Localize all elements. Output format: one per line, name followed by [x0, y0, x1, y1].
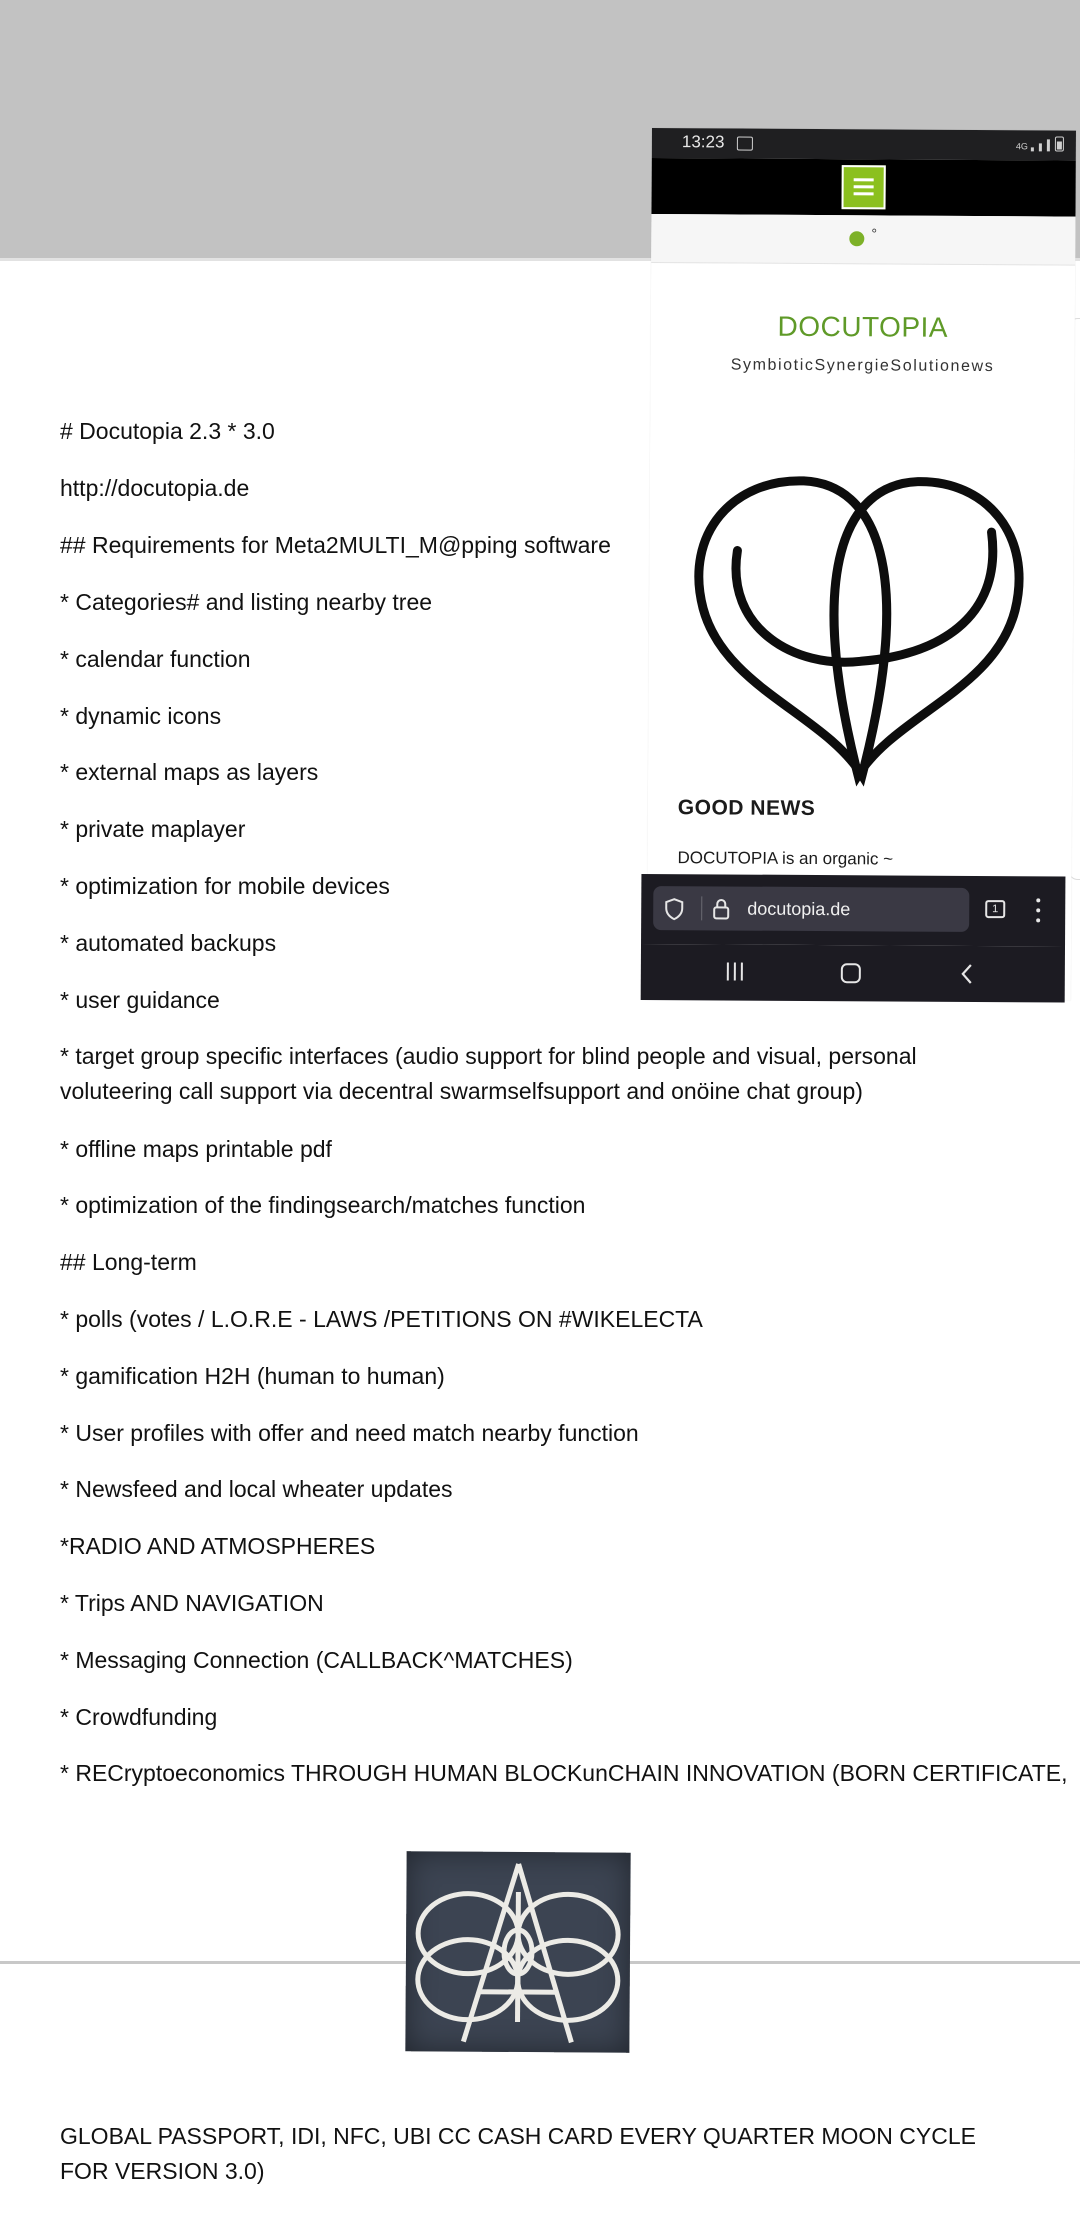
- doc-list-item: * User profiles with offer and need match nearby function: [60, 1420, 639, 1446]
- doc-list-item: * private maplayer: [60, 816, 246, 842]
- doc-list-item: * offline maps printable pdf: [60, 1136, 332, 1162]
- doc-list-item: *RADIO AND ATMOSPHERES: [60, 1533, 376, 1559]
- url-text[interactable]: docutopia.de: [747, 898, 851, 920]
- doc-list-item: * gamification H2H (human to human): [60, 1363, 445, 1389]
- lock-icon: [711, 897, 731, 921]
- doc-list-item: * optimization for mobile devices: [60, 873, 390, 899]
- emblem-symbol-icon: [405, 1851, 630, 2053]
- more-options-icon[interactable]: [1029, 896, 1047, 924]
- site-title[interactable]: DOCUTOPIA: [777, 310, 949, 343]
- phone-status-bar: [652, 128, 1076, 161]
- address-bar[interactable]: [653, 886, 969, 932]
- image-notification-icon: [737, 137, 753, 151]
- browser-toolbar: [641, 874, 1065, 947]
- home-icon[interactable]: [841, 963, 861, 983]
- site-navbar: [651, 158, 1075, 217]
- signal-bar-icon: [1039, 143, 1042, 151]
- tab-counter-button[interactable]: 1: [985, 900, 1005, 918]
- globe-icon[interactable]: [849, 231, 864, 246]
- doc-list-item: * automated backups: [60, 930, 277, 956]
- signal-bar-icon: [1031, 147, 1034, 151]
- doc-url: http://docutopia.de: [60, 475, 250, 501]
- emblem-image: [405, 1851, 630, 2053]
- system-status-icons: [1016, 136, 1064, 151]
- menu-line-icon: [854, 178, 874, 181]
- doc-list-item: * Newsfeed and local wheater updates: [60, 1476, 453, 1502]
- menu-line-icon: [854, 192, 874, 195]
- doc-list-item: * optimization of the findingsearch/matches function: [60, 1192, 586, 1218]
- site-tagline: SymbioticSynergieSolutionews: [730, 356, 995, 376]
- doc-list-item: * user guidance: [60, 987, 220, 1013]
- hamburger-menu-button[interactable]: [842, 165, 886, 209]
- doc-subheading: ## Requirements for Meta2MULTI_M@pping software: [60, 532, 611, 558]
- doc-list-item: * external maps as layers: [60, 759, 319, 785]
- signal-bar-icon: [1047, 139, 1050, 151]
- phone-clock: 13:23: [681, 132, 725, 152]
- intro-text: DOCUTOPIA is an organic ~: [677, 848, 894, 869]
- menu-line-icon: [854, 185, 874, 188]
- language-bar: [651, 214, 1075, 266]
- address-separator: [701, 896, 702, 920]
- doc-list-item: * RECryptoeconomics THROUGH HUMAN BLOCKunCHAIN INNOVATION (BORN CERTIFICATE,: [60, 1760, 1068, 1786]
- shield-icon[interactable]: [663, 897, 685, 921]
- back-icon[interactable]: [959, 963, 975, 985]
- doc-list-item: * target group specific interfaces (audio support for blind people and visual, personal voluteering call support via decentral swarmselfsupport and onöine chat group): [60, 1043, 917, 1104]
- network-type-icon: 4G: [1015, 141, 1028, 152]
- heart-logo-icon: [684, 458, 1036, 790]
- section-heading: GOOD NEWS: [677, 796, 816, 821]
- embedded-phone-screenshot: [647, 128, 1076, 1001]
- doc-subheading: ## Long-term: [60, 1249, 197, 1275]
- doc-heading: # Docutopia 2.3 * 3.0: [60, 418, 275, 444]
- doc-list-item: * dynamic icons: [60, 703, 222, 729]
- doc-list-item: * Messaging Connection (CALLBACK^MATCHES): [60, 1647, 573, 1673]
- doc-list-item: * calendar function: [60, 646, 251, 672]
- battery-icon: [1055, 136, 1064, 151]
- doc-continuation: GLOBAL PASSPORT, IDI, NFC, UBI CC CASH CARD EVERY QUARTER MOON CYCLE FOR VERSION 3.0): [60, 2123, 976, 2184]
- doc-list-item: * Crowdfunding: [60, 1704, 218, 1730]
- doc-list-item: * polls (votes / L.O.R.E - LAWS /PETITIONS ON #WIKELECTA: [60, 1306, 703, 1332]
- doc-list-item: * Categories# and listing nearby tree: [60, 589, 433, 615]
- recents-icon[interactable]: [725, 962, 747, 982]
- doc-list-item: * Trips AND NAVIGATION: [60, 1590, 324, 1616]
- language-indicator[interactable]: °: [871, 225, 878, 242]
- android-navigation-bar: [641, 944, 1065, 1003]
